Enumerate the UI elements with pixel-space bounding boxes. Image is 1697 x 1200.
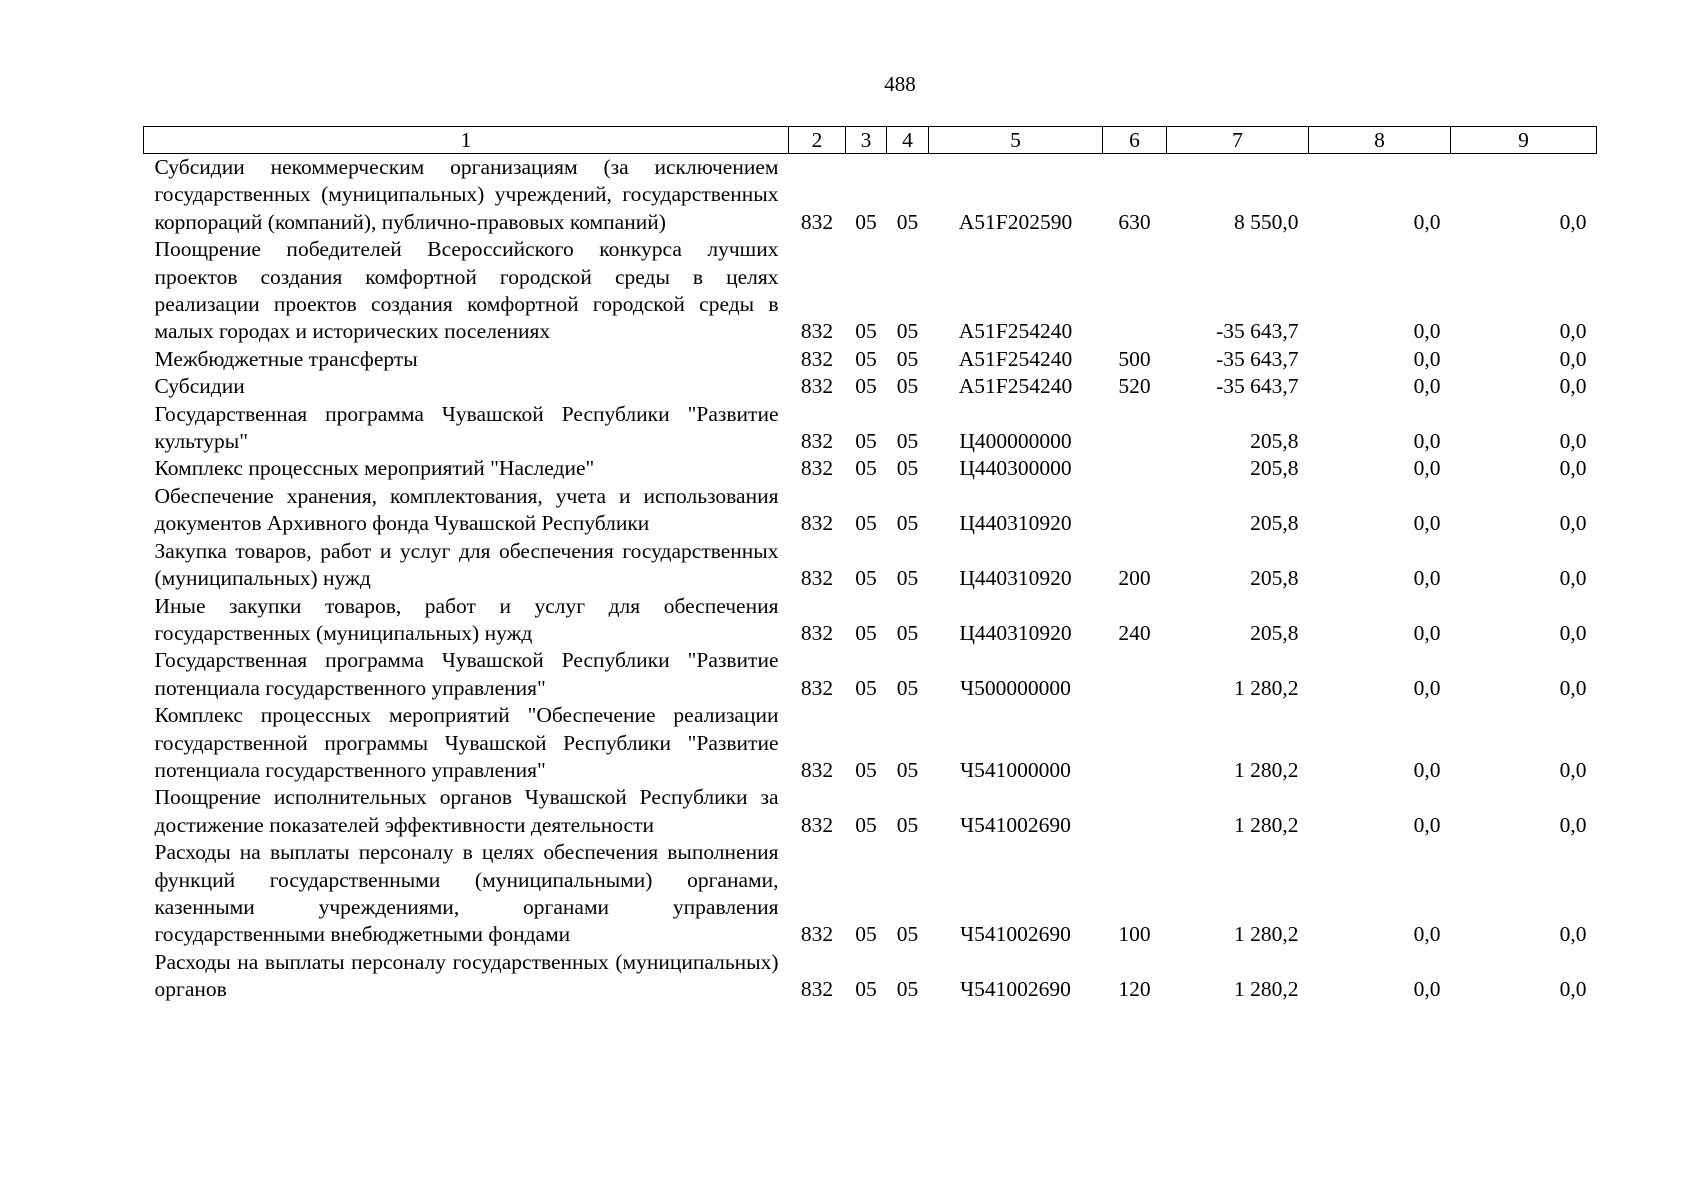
row-name-cell: Комплекс процессных мероприятий "Обеспечение реализации государственной программы Чувашской Республики "Развитие потенциала государственного управления" [154, 703, 779, 782]
amount-col7-cell: 205,8 [1250, 566, 1299, 591]
table-row [144, 949, 1597, 1004]
amount-col8-cell: 0,0 [1413, 757, 1441, 782]
row-name-cell: Межбюджетные трансферты [154, 346, 418, 371]
amount-col8-cell: 0,0 [1413, 319, 1441, 344]
table-row [144, 538, 1597, 593]
table-row [144, 236, 1597, 346]
section-code-cell: 05 [855, 922, 877, 947]
section-code-cell: 05 [855, 429, 877, 454]
amount-col7-cell: 1 280,2 [1234, 922, 1299, 947]
ministry-code-cell: 832 [800, 620, 834, 645]
budget-table-container [143, 126, 1597, 1004]
target-article-cell: A51F254240 [958, 346, 1073, 371]
expense-type-cell: 500 [1118, 346, 1151, 371]
ministry-code-cell: 832 [800, 566, 834, 591]
row-name-cell: Государственная программа Чувашской Республики "Развитие потенциала государственного управления" [154, 648, 779, 700]
amount-col8-cell: 0,0 [1413, 346, 1441, 371]
subsection-code-cell: 05 [896, 620, 919, 645]
section-code-cell: 05 [855, 757, 877, 782]
amount-col9-cell: 0,0 [1559, 812, 1587, 837]
subsection-code-cell: 05 [896, 922, 919, 947]
header-row [144, 127, 1597, 154]
page-number: 488 [884, 72, 916, 96]
target-article-cell: A51F202590 [958, 209, 1073, 234]
table-row [144, 839, 1597, 949]
table-row [144, 483, 1597, 538]
subsection-code-cell: 05 [896, 456, 919, 481]
amount-col7-cell: -35 643,7 [1216, 374, 1299, 399]
target-article-cell: Ч500000000 [960, 675, 1071, 700]
ministry-code-cell: 832 [800, 812, 834, 837]
subsection-code-cell: 05 [896, 757, 919, 782]
amount-col8-cell: 0,0 [1413, 675, 1441, 700]
row-name-cell: Закупка товаров, работ и услуг для обеспечения государственных (муниципальных) нужд [154, 538, 779, 591]
header-col-7: 7 [1167, 127, 1309, 154]
amount-col8-cell: 0,0 [1413, 812, 1441, 837]
amount-col7-cell: 1 280,2 [1234, 977, 1299, 1002]
target-article-cell: Ц440310920 [959, 620, 1072, 645]
subsection-code-cell: 05 [896, 374, 919, 399]
amount-col8-cell: 0,0 [1413, 456, 1441, 481]
row-name-cell: Иные закупки товаров, работ и услуг для обеспечения государственных (муниципальных) нужд [154, 593, 779, 645]
amount-col9-cell: 0,0 [1559, 429, 1587, 454]
ministry-code-cell: 832 [800, 922, 834, 947]
amount-col9-cell: 0,0 [1559, 456, 1587, 481]
header-col-5: 5 [929, 127, 1103, 154]
amount-col9-cell: 0,0 [1559, 319, 1587, 344]
header-col-4: 4 [887, 127, 929, 154]
amount-col7-cell: 205,8 [1250, 620, 1299, 645]
table-row [144, 702, 1597, 784]
ministry-code-cell: 832 [800, 456, 834, 481]
expense-type-cell [1103, 401, 1167, 456]
table-row [144, 647, 1597, 702]
target-article-cell: A51F254240 [958, 319, 1073, 344]
amount-col7-cell: 1 280,2 [1234, 675, 1299, 700]
amount-col9-cell: 0,0 [1559, 346, 1587, 371]
table-row [144, 373, 1597, 400]
header-col-3: 3 [846, 127, 887, 154]
target-article-cell: Ч541002690 [960, 812, 1071, 837]
subsection-code-cell: 05 [896, 209, 919, 234]
target-article-cell: Ч541002690 [960, 977, 1071, 1002]
section-code-cell: 05 [855, 812, 877, 837]
target-article-cell: Ц440310920 [959, 511, 1072, 536]
amount-col8-cell: 0,0 [1413, 566, 1441, 591]
ministry-code-cell: 832 [800, 319, 834, 344]
budget-table [143, 126, 1597, 1004]
ministry-code-cell: 832 [800, 209, 834, 234]
target-article-cell: Ц400000000 [959, 429, 1072, 454]
expense-type-cell: 520 [1118, 374, 1151, 399]
target-article-cell: Ч541000000 [960, 757, 1071, 782]
amount-col7-cell: 205,8 [1250, 429, 1299, 454]
section-code-cell: 05 [855, 346, 877, 371]
ministry-code-cell: 832 [800, 977, 834, 1002]
table-row [144, 455, 1597, 482]
row-name-cell: Субсидии некоммерческим организациям (за исключением государственных (муниципальных) учреждений, государственных корпораций (компаний), публично-правовых компаний) [154, 155, 779, 234]
row-name-cell: Поощрение победителей Всероссийского конкурса лучших проектов создания комфортной городской среды в целях реализации проектов создания комфортной городской среды в малых городах и исторических поселениях [154, 237, 779, 344]
amount-col7-cell: 205,8 [1250, 456, 1299, 481]
subsection-code-cell: 05 [896, 977, 919, 1002]
amount-col9-cell: 0,0 [1559, 675, 1587, 700]
amount-col8-cell: 0,0 [1413, 511, 1441, 536]
target-article-cell: Ч541002690 [960, 922, 1071, 947]
header-col-6: 6 [1103, 127, 1167, 154]
row-name-cell: Субсидии [154, 374, 245, 399]
header-col-2: 2 [789, 127, 846, 154]
target-article-cell: Ц440310920 [959, 566, 1072, 591]
amount-col8-cell: 0,0 [1413, 922, 1441, 947]
ministry-code-cell: 832 [800, 675, 834, 700]
target-article-cell: A51F254240 [958, 374, 1073, 399]
expense-type-cell: 100 [1118, 922, 1151, 947]
table-row [144, 593, 1597, 648]
section-code-cell: 05 [855, 511, 877, 536]
amount-col9-cell: 0,0 [1559, 566, 1587, 591]
section-code-cell: 05 [855, 977, 877, 1002]
section-code-cell: 05 [855, 456, 877, 481]
expense-type-cell [1103, 455, 1167, 482]
amount-col8-cell: 0,0 [1413, 429, 1441, 454]
amount-col9-cell: 0,0 [1559, 511, 1587, 536]
amount-col7-cell: 8 550,0 [1234, 209, 1299, 234]
amount-col7-cell: 1 280,2 [1234, 812, 1299, 837]
expense-type-cell [1103, 702, 1167, 784]
table-row [144, 154, 1597, 237]
amount-col9-cell: 0,0 [1559, 757, 1587, 782]
header-col-9: 9 [1451, 127, 1597, 154]
amount-col8-cell: 0,0 [1413, 620, 1441, 645]
expense-type-cell: 120 [1118, 977, 1151, 1002]
subsection-code-cell: 05 [896, 566, 919, 591]
row-name-cell: Расходы на выплаты персоналу государственных (муниципальных) органов [154, 949, 779, 1002]
amount-col8-cell: 0,0 [1413, 374, 1441, 399]
ministry-code-cell: 832 [800, 374, 834, 399]
section-code-cell: 05 [855, 374, 877, 399]
expense-type-cell [1103, 483, 1167, 538]
header-col-1: 1 [144, 127, 789, 154]
amount-col7-cell: 205,8 [1250, 511, 1299, 536]
section-code-cell: 05 [855, 319, 877, 344]
subsection-code-cell: 05 [896, 346, 919, 371]
ministry-code-cell: 832 [800, 511, 834, 536]
table-row [144, 401, 1597, 456]
section-code-cell: 05 [855, 566, 877, 591]
row-name-cell: Обеспечение хранения, комплектования, учета и использования документов Архивного фонда Чувашской Республики [154, 483, 779, 536]
amount-col9-cell: 0,0 [1559, 977, 1587, 1002]
expense-type-cell [1103, 784, 1167, 839]
subsection-code-cell: 05 [896, 429, 919, 454]
ministry-code-cell: 832 [800, 346, 834, 371]
section-code-cell: 05 [855, 620, 877, 645]
amount-col8-cell: 0,0 [1413, 977, 1441, 1002]
amount-col9-cell: 0,0 [1559, 209, 1587, 234]
amount-col7-cell: -35 643,7 [1216, 346, 1299, 371]
table-row [144, 784, 1597, 839]
expense-type-cell: 200 [1118, 566, 1151, 591]
target-article-cell: Ц440300000 [959, 456, 1072, 481]
row-name-cell: Поощрение исполнительных органов Чувашской Республики за достижение показателей эффективности деятельности [154, 785, 779, 837]
expense-type-cell: 630 [1118, 209, 1151, 234]
subsection-code-cell: 05 [896, 812, 919, 837]
table-row [144, 346, 1597, 373]
row-name-cell: Расходы на выплаты персоналу в целях обеспечения выполнения функций государственными (муниципальными) органами, казенными учреждениями, органами управления государственными внебюджетными фондами [154, 840, 779, 947]
subsection-code-cell: 05 [896, 511, 919, 536]
ministry-code-cell: 832 [800, 757, 834, 782]
ministry-code-cell: 832 [800, 429, 834, 454]
section-code-cell: 05 [855, 209, 877, 234]
amount-col8-cell: 0,0 [1413, 209, 1441, 234]
amount-col9-cell: 0,0 [1559, 374, 1587, 399]
expense-type-cell [1103, 647, 1167, 702]
expense-type-cell: 240 [1118, 620, 1151, 645]
expense-type-cell [1103, 236, 1167, 346]
subsection-code-cell: 05 [896, 319, 919, 344]
row-name-cell: Комплекс процессных мероприятий "Наследие" [154, 456, 595, 481]
amount-col9-cell: 0,0 [1559, 922, 1587, 947]
amount-col7-cell: 1 280,2 [1234, 757, 1299, 782]
amount-col7-cell: -35 643,7 [1216, 319, 1299, 344]
amount-col9-cell: 0,0 [1559, 620, 1587, 645]
section-code-cell: 05 [855, 675, 877, 700]
table-body [144, 154, 1597, 1004]
header-col-8: 8 [1309, 127, 1451, 154]
row-name-cell: Государственная программа Чувашской Республики "Развитие культуры" [154, 401, 779, 454]
subsection-code-cell: 05 [896, 675, 919, 700]
